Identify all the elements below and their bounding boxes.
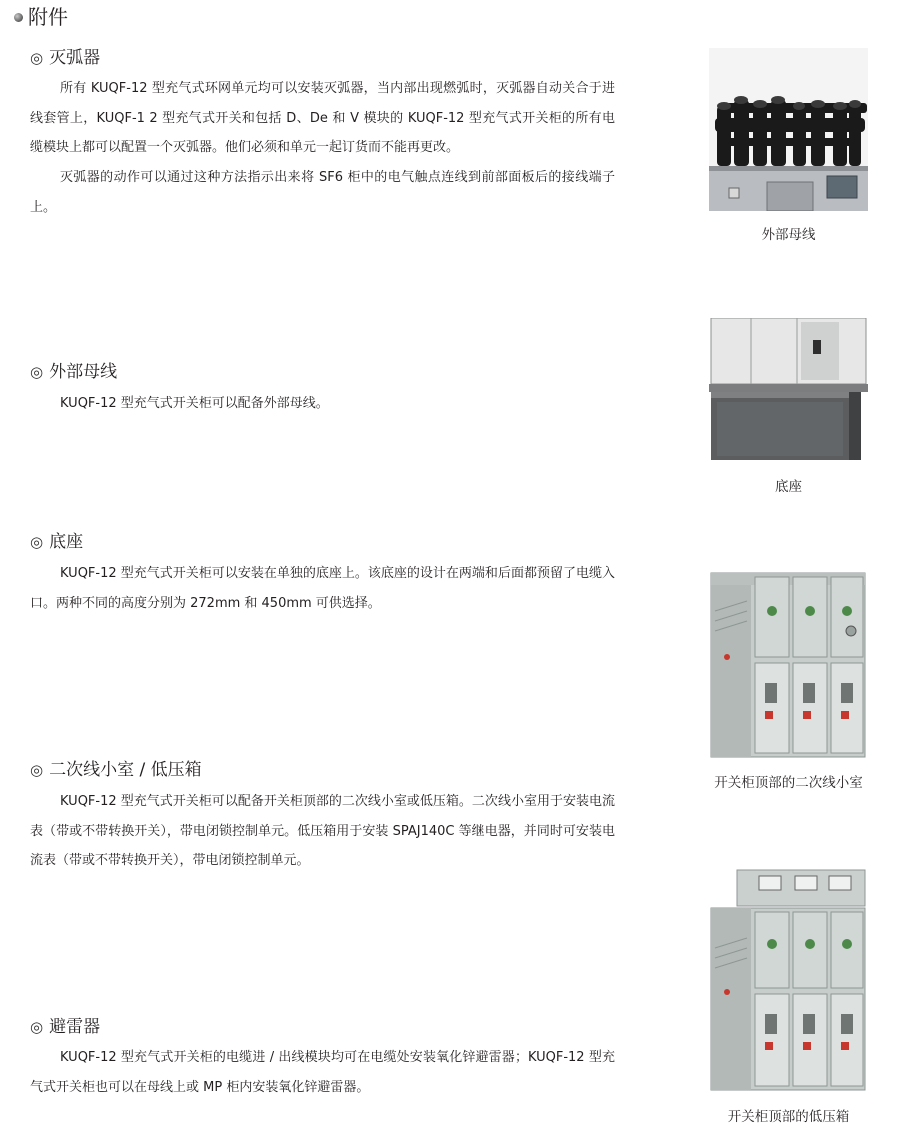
section-heading-external-busbar [30,361,117,383]
paragraph-lv-compartment: KUQF-12 型充气式开关柜可以配备开关柜顶部的二次线小室或低压箱。二次线小室用于安装电流表（带或不带转换开关），带电闭锁控制单元。低压箱用于安装 SPAJ140C 等继电器，并同时可安装电流表（带或不带转换开关），带电闭锁控制单元。 [30,794,615,868]
circle-marker-icon: ◎ [30,761,44,779]
section-heading-base [30,531,83,553]
circle-marker-icon: ◎ [30,533,44,551]
circle-marker-icon: ◎ [30,363,44,381]
section-heading-lv-compartment [30,759,202,781]
page-title-text: 附件 [28,5,68,29]
section-heading-text: 外部母线 [49,362,118,382]
circle-marker-icon: ◎ [30,1018,44,1036]
paragraph-arc-suppressor-1: 所有 KUQF-12 型充气式环网单元均可以安装灭弧器，当内部出现燃弧时，灭弧器自动关合于进线套管上，KUQF-1 2 型充气式开关和包括 D、De 和 V 模块的 KUQF-12 型充气式开关柜的所有电缆模块上都可以配置一个灭弧器。他们必须和单元一起订货而不能再更改。 [30,81,615,155]
external-busbar-photo [709,48,868,211]
paragraph-surge-arrester: KUQF-12 型充气式开关柜的电缆进 / 出线模块均可在电缆处安装氧化锌避雷器；KUQF-12 型充气式开关柜也可以在母线上或 MP 柜内安装氧化锌避雷器。 [30,1050,615,1095]
switchgear-secondary-compartment-photo [709,571,868,760]
page-title [14,4,68,30]
section-heading-arc-suppressor [30,47,100,69]
paragraph-arc-suppressor-2: 灭弧器的动作可以通过这种方法指示出来将 SF6 柜中的电气触点连线到前部面板后的接线端子上。 [30,170,615,215]
section-heading-text: 避雷器 [49,1017,101,1037]
section-heading-text: 底座 [49,532,84,552]
base-photo [709,318,868,464]
section-heading-text: 灭弧器 [49,48,101,68]
section-heading-text: 二次线小室 / 低压箱 [49,760,202,780]
caption-base: 底座 [775,479,802,495]
caption-secondary-compartment: 开关柜顶部的二次线小室 [714,775,863,791]
bullet-dot-icon [14,13,23,22]
caption-external-busbar: 外部母线 [761,227,816,243]
circle-marker-icon: ◎ [30,49,44,67]
paragraph-base: KUQF-12 型充气式开关柜可以安装在单独的底座上。该底座的设计在两端和后面都预留了电缆入口。两种不同的高度分别为 272mm 和 450mm 可供选择。 [30,566,615,611]
paragraph-external-busbar: KUQF-12 型充气式开关柜可以配备外部母线。 [60,396,329,411]
section-heading-surge-arrester [30,1016,100,1038]
switchgear-lv-box-photo [709,868,868,1092]
caption-lv-box: 开关柜顶部的低压箱 [727,1109,850,1125]
